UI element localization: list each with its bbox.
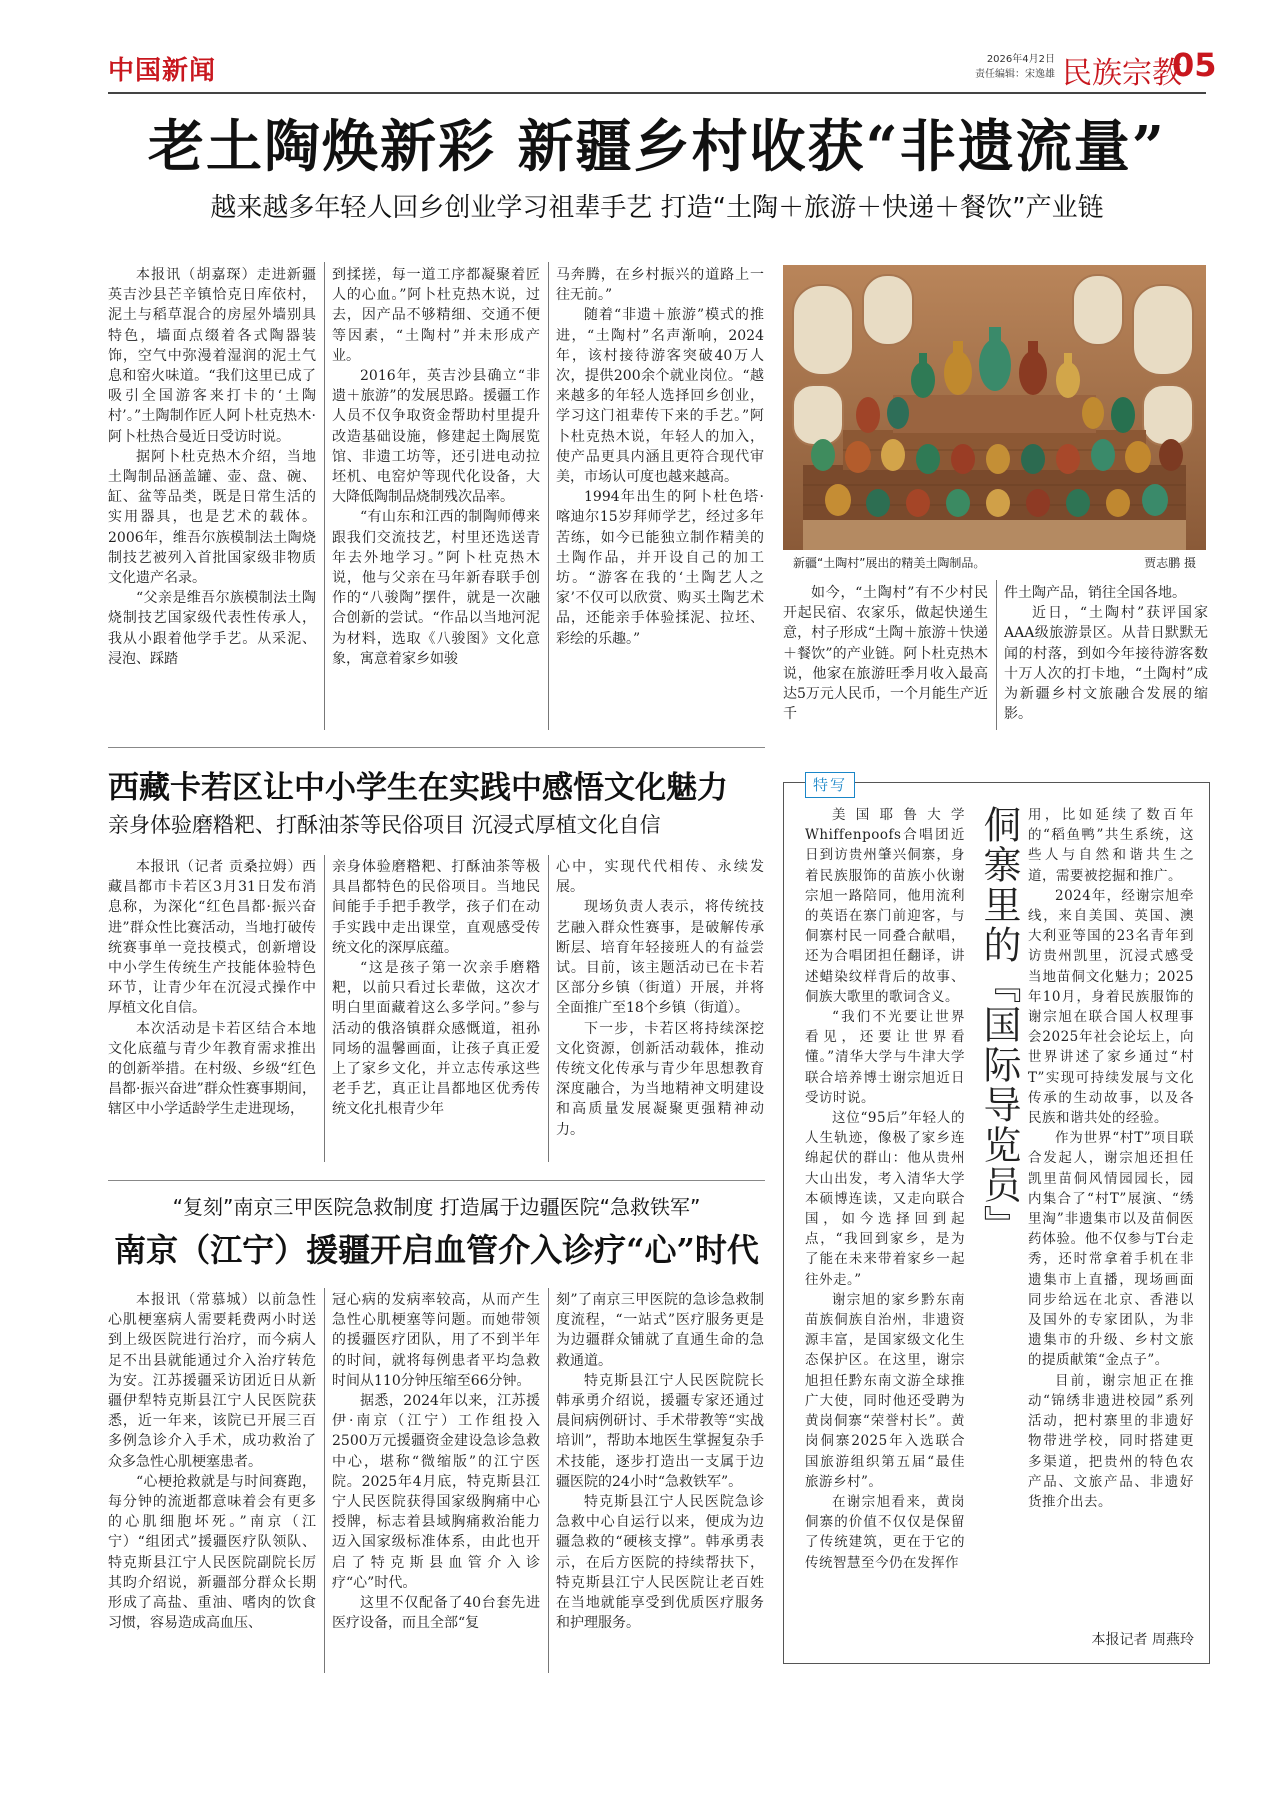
column-divider bbox=[548, 262, 549, 730]
section-divider bbox=[108, 1180, 765, 1181]
issue-date: 2026年4月2日 bbox=[986, 54, 1055, 65]
paragraph: 在谢宗旭看来，黄岗侗寨的价值不仅仅是保留了传统建筑，更在于它的传统智慧至今仍在发挥作 bbox=[805, 1493, 965, 1571]
responsible-editor: 责任编辑：宋逸雄 bbox=[975, 69, 1055, 80]
section-name: 民族宗教 bbox=[1062, 56, 1182, 91]
paragraph: 下一步，卡若区将持续深挖文化资源，创新活动载体，推动传统文化传承与青少年思想教育深度融合，为当地精神文明建设和高质量发展凝聚更强精神动力。 bbox=[556, 1020, 764, 1138]
paragraph: 谢宗旭的家乡黔东南苗族侗族自治州，非遗资源丰富，是国家级文化生态保护区。在这里，谢宗旭担任黔东南文游全球推广大使，同时他还受聘为黄岗侗寨“荣誉村长”。黄岗侗寨2025年入选联合国旅游组织第五届“最佳旅游乡村”。 bbox=[805, 1291, 965, 1490]
paragraph: 随着“非遗＋旅游”模式的推进，“土陶村”名声渐响，2024年，该村接待游客突破40万人次，提供200余个就业岗位。“越来越多的年轻人选择回乡创业，学习这门祖辈传下来的手艺。”阿卜杜克热木说，年轻人的加入，使产品更具内涵且更符合现代审美，市场认可度也越来越高。 bbox=[556, 307, 764, 486]
article3-column-2 bbox=[332, 1290, 540, 1673]
article2-column-3 bbox=[556, 857, 764, 1162]
paragraph: 心中，实现代代相传、永续发展。 bbox=[556, 859, 764, 896]
column-divider bbox=[996, 580, 997, 730]
paragraph: 冠心病的发病率较高，从而产生急性心肌梗塞等问题。而她带领的援疆医疗团队，用了不到半年的时间，就将每例患者平均急救时间从110分钟压缩至66分钟。 bbox=[332, 1292, 540, 1389]
photo-caption: 新疆“土陶村”展出的精美土陶制品。 bbox=[793, 556, 986, 570]
paragraph: 1994年出生的阿卜杜色塔·喀迪尔15岁拜师学艺，经过多年苦练，如今已能独立制作精美的土陶作品，并开设自己的加工坊。“游客在我的‘土陶艺人之家’不仅可以欣赏、购买土陶艺术品，还能亲手体验揉泥、拉坯、彩绘的乐趣。” bbox=[556, 489, 764, 647]
article1-column-2 bbox=[332, 265, 540, 730]
article2-headline: 西藏卡若区让中小学生在实践中感悟文化魅力 bbox=[108, 770, 728, 806]
column-divider bbox=[324, 262, 325, 730]
article3-column-3 bbox=[556, 1290, 764, 1673]
paragraph: 马奔腾，在乡村振兴的道路上一往无前。” bbox=[556, 267, 764, 304]
paragraph: 件土陶产品，销往全国各地。 bbox=[1004, 585, 1186, 601]
paragraph: 本报讯（常慕城）以前急性心肌梗塞病人需要耗费两小时送到上级医院进行治疗，而今病人足不出县就能通过介入治疗转危为安。江苏援疆采访团近日从新疆伊犁特克斯县江宁人民医院获悉，近一年来，该院已开展三百多例急诊介入手术，成功救治了众多急性心肌梗塞患者。 bbox=[108, 1292, 316, 1470]
article2-subheadline: 亲身体验磨糌粑、打酥油茶等民俗项目 沉浸式厚植文化自信 bbox=[108, 813, 661, 837]
article2-column-2 bbox=[332, 857, 540, 1162]
column-divider bbox=[548, 855, 549, 1162]
column-divider bbox=[548, 1288, 549, 1673]
article3-headline: 南京（江宁）援疆开启血管介入诊疗“心”时代 bbox=[114, 1231, 759, 1269]
paragraph: “有山东和江西的制陶师傅来跟我们交流技艺，村里还选送青年去外地学习。”阿卜杜克热木说，他与父亲在马年新春联手创作的“八骏陶”摆件，就是一次融合创新的尝试。“作品以当地河泥为材料，选取《八骏图》文化意象，寓意着家乡如骏 bbox=[332, 509, 540, 667]
masthead-logo: 中国新闻 bbox=[108, 56, 217, 86]
paragraph: 这里不仅配备了40台套先进医疗设备，而且全部“复 bbox=[332, 1595, 540, 1632]
article1-column-3 bbox=[556, 265, 764, 730]
feature-tag: 特写 bbox=[805, 772, 855, 798]
column-divider bbox=[324, 855, 325, 1162]
paragraph: 现场负责人表示，将传统技艺融入群众性赛事，是破解传承断层、培育年轻接班人的有益尝试。目前，该主题活动已在卡若区部分乡镇（街道）开展，并将全面推广至18个乡镇（街道）。 bbox=[556, 899, 764, 1017]
feature-column-2 bbox=[1028, 805, 1194, 1627]
paragraph: 这位“95后”年轻人的人生轨迹，像极了家乡连绵起伏的群山：他从贵州大山出发，考入清华大学本硕博连读，又走向联合国，如今选择回到起点，“我回到家乡，是为了能在未来带着家乡一起往外走。” bbox=[805, 1110, 965, 1288]
header-rule bbox=[108, 92, 1206, 94]
section-divider bbox=[108, 747, 765, 748]
paragraph: 作为世界“村T”项目联合发起人，谢宗旭还担任凯里苗侗风情园园长，园内集合了“村T”展演、“绣里淘”非遗集市以及苗侗医药体验。他不仅参与T台走秀，还时常拿着手机在非遗集市上直播，现场画面同步给远在北京、香港以及国外的专家团队，为非遗集市的升级、乡村文旅的提质献策“金点子”。 bbox=[1028, 1130, 1194, 1369]
paragraph: 特克斯县江宁人民医院院长韩承勇介绍说，援疆专家还通过晨间病例研讨、手术带教等“实战培训”，帮助本地医生掌握复杂手术技能，逐步打造出一支属于边疆医院的24小时“急救铁军”。 bbox=[556, 1372, 764, 1490]
article3-kicker: “复刻”南京三甲医院急救制度 打造属于边疆医院“急救铁军” bbox=[172, 1195, 701, 1219]
paragraph: 本次活动是卡若区结合本地文化底蕴与青少年教育需求推出的创新举措。在村级、乡级“红色昌都·振兴奋进”群众性赛事期间，辖区中小学适龄学生走进现场， bbox=[108, 1020, 316, 1118]
paragraph: 刻”了南京三甲医院的急诊急救制度流程，“一站式”医疗服务更是为边疆群众铺就了直通生命的急救通道。 bbox=[556, 1292, 764, 1369]
paragraph: 2024年，经谢宗旭牵线，来自美国、英国、澳大利亚等国的23名青年到访贵州凯里，沉浸式感受当地苗侗文化魅力；2025年10月，身着民族服饰的谢宗旭在联合国人权理事会2025年社会论坛上，向世界讲述了家乡通过“村T”实现可持续发展与文化传承的生动故事，以及各民族和谐共处的经验。 bbox=[1028, 887, 1194, 1127]
paragraph: 亲身体验磨糌粑、打酥油茶等极具昌都特色的民俗项目。当地民间能手手把手教学，孩子们在动手实践中走出课堂，直观感受传统文化的深厚底蕴。 bbox=[332, 859, 540, 956]
paragraph: “心梗抢救就是与时间赛跑，每分钟的流逝都意味着会有更多的心肌细胞坏死。”南京（江宁）“组团式”援疆医疗队领队、特克斯县江宁人民医院副院长厉其昀介绍说，新疆部分群众长期形成了高盐、重油、嗜肉的饮食习惯，容易造成高血压、 bbox=[108, 1473, 316, 1632]
page-number: 05 bbox=[1172, 46, 1217, 84]
paragraph: “这是孩子第一次亲手磨糌粑，以前只看过长辈做，这次才明白里面藏着这么多学问。”参与活动的俄洛镇群众感慨道，祖孙同场的温馨画面，让孩子真正爱上了家乡文化，并立志传承这些老手艺，真正让昌都地区优秀传统文化扎根青少年 bbox=[332, 960, 540, 1118]
feature-headline: 侗寨里的『国际导览员』 bbox=[977, 805, 1021, 1245]
paragraph: 到揉搓，每一道工序都凝聚着匠人的心血。”阿卜杜克热木说，过去，因产品不够精细、交通不便等因素，“土陶村”并未形成产业。 bbox=[332, 267, 540, 364]
article1-column-5 bbox=[1004, 583, 1208, 730]
paragraph: 2016年，英吉沙县确立“非遗＋旅游”的发展思路。援疆工作人员不仅争取资金帮助村里提升改造基础设施，修建起土陶展览馆、非遗工坊等，还引进电动拉坯机、电窑炉等现代化设备，大大降低陶制品烧制残次品率。 bbox=[332, 368, 540, 506]
paragraph: 如今，“土陶村”有不少村民开起民宿、农家乐，做起快递生意，村子形成“土陶＋旅游＋快递＋餐饮”的产业链。阿卜杜克热木说，他家在旅游旺季月收入最高达5万元人民币，一个月能生产近千 bbox=[783, 585, 988, 723]
paragraph: “我们不光要让世界看见，还要让世界看懂。”清华大学与牛津大学联合培养博士谢宗旭近日受访时说。 bbox=[805, 1009, 965, 1106]
paragraph: 本报讯（记者 贡桑拉姆）西藏昌都市卡若区3月31日发布消息称，为深化“红色昌都·振兴奋进”群众性比赛活动，当地打破传统赛事单一竞技模式，创新增设中小学生传统生产技能体验特色环节，让青少年在沉浸式操作中厚植文化自信。 bbox=[108, 859, 316, 1017]
article2-column-1 bbox=[108, 857, 316, 1162]
paragraph: 据悉，2024年以来，江苏援伊·南京（江宁）工作组投入2500万元援疆资金建设急诊急救中心，堪称“微缩版”的江宁医院。2025年4月底，特克斯县江宁人民医院获得国家级胸痛中心授牌，标志着县域胸痛救治能力迈入国家级标准体系，由此也开启了特克斯县血管介入诊疗“心”时代。 bbox=[332, 1393, 540, 1591]
issue-info bbox=[945, 52, 1055, 82]
article1-subheadline: 越来越多年轻人回乡创业学习祖辈手艺 打造“土陶＋旅游＋快递＋餐饮”产业链 bbox=[210, 193, 1104, 223]
paragraph: “父亲是维吾尔族模制法土陶烧制技艺国家级代表性传承人，我从小跟着他学手艺。从采泥、浸泡、踩踏 bbox=[108, 590, 316, 667]
feature-column-1 bbox=[805, 805, 965, 1650]
article1-column-1 bbox=[108, 265, 316, 730]
column-divider bbox=[324, 1288, 325, 1673]
paragraph: 用，比如延续了数百年的“稻鱼鸭”共生系统，这些人与自然和谐共生之道，需要被挖掘和推广。 bbox=[1028, 807, 1194, 884]
paragraph: 特克斯县江宁人民医院急诊急救中心自运行以来，便成为边疆急救的“硬核支撑”。韩承勇表示，在后方医院的持续帮扶下，特克斯县江宁人民医院让老百姓在当地就能享受到优质医疗服务和护理服务。 bbox=[556, 1494, 764, 1632]
paragraph: 近日，“土陶村”获评国家AAA级旅游景区。从昔日默默无闻的村落，到如今年接待游客数十万人次的打卡地，“土陶村”成为新疆乡村文旅融合发展的缩影。 bbox=[1004, 605, 1208, 723]
feature-byline: 本报记者 周燕玲 bbox=[1091, 1632, 1194, 1648]
article1-headline: 老土陶焕新彩 新疆乡村收获“非遗流量” bbox=[148, 114, 1166, 180]
pottery-photo-image bbox=[783, 265, 1206, 550]
paragraph: 据阿卜杜克热木介绍，当地土陶制品涵盖罐、壶、盘、碗、缸、盆等品类，既是日常生活的实用器具，也是艺术的载体。2006年，维吾尔族模制法土陶烧制技艺被列入首批国家级非物质文化遗产名录。 bbox=[108, 448, 316, 587]
pottery-display-photo bbox=[783, 265, 1206, 550]
paragraph: 本报讯（胡嘉琛）走进新疆英吉沙县芒辛镇恰克日库依村，泥土与稻草混合的房屋外墙别具特色，墙面点缀着各式陶器装饰，空气中弥漫着湿润的泥土气息和窑火味道。“我们这里已成了吸引全国游客来打卡的‘土陶村’。”土陶制作匠人阿卜杜克热木·阿卜杜热合曼近日受访时说。 bbox=[108, 267, 316, 445]
paragraph: 目前，谢宗旭正在推动“锦绣非遗进校园”系列活动，把村寨里的非遗好物带进学校，同时搭建更多渠道，把贵州的特色农产品、文旅产品、非遗好货推介出去。 bbox=[1028, 1372, 1194, 1510]
paragraph: 美国耶鲁大学Whiffenpoofs合唱团近日到访贵州肇兴侗寨，身着民族服饰的苗族小伙谢宗旭一路陪同，他用流利的英语在寨门前迎客，与侗寨村民一同叠合献唱，还为合唱团担任翻译，讲述蜡染纹样背后的故事、侗族大歌里的歌词含义。 bbox=[805, 807, 965, 1005]
article3-column-1 bbox=[108, 1290, 316, 1673]
article1-column-4 bbox=[783, 583, 988, 730]
photo-credit: 贾志鹏 摄 bbox=[1144, 556, 1196, 570]
